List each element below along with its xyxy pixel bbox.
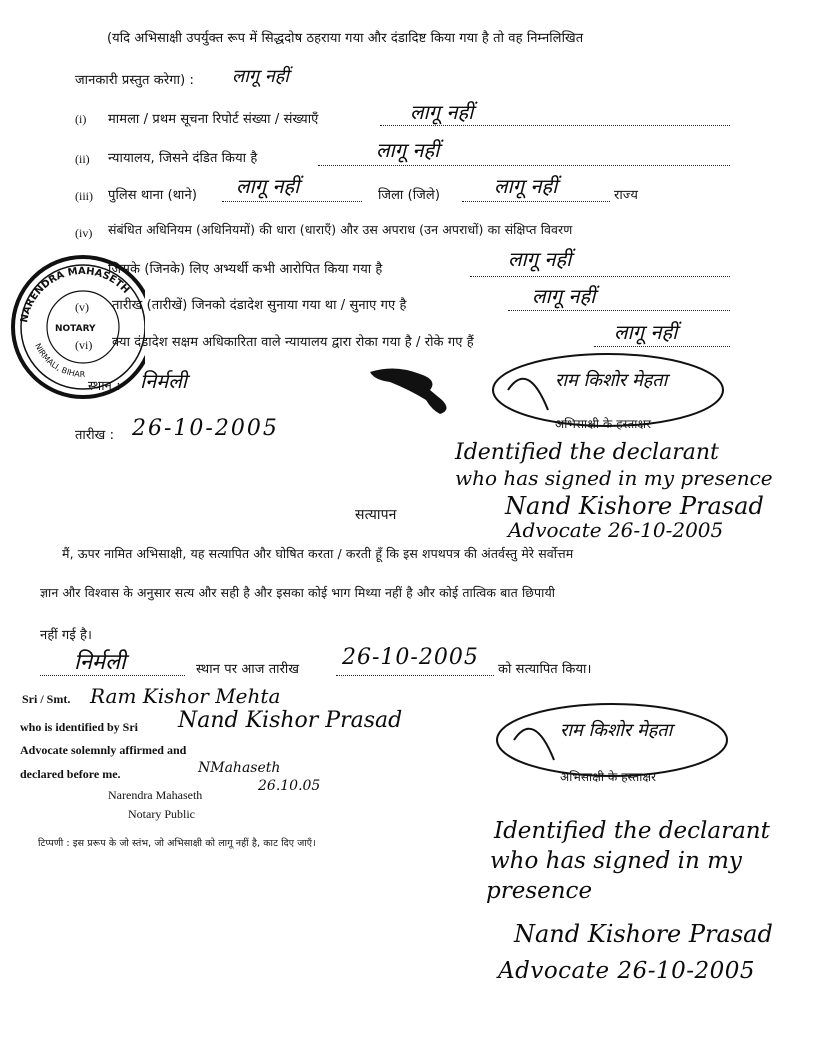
identify-line-4: Advocate 26-10-2005 <box>508 518 724 542</box>
verification-mid-text: स्थान पर आज तारीख <box>196 662 300 677</box>
item-handwritten: लागू नहीं <box>410 100 474 124</box>
seal-top-text: NARENDRA MAHASETH <box>18 266 132 324</box>
fill-line <box>336 675 494 676</box>
item-text-2: जिसके (जिनके) लिए अभ्यर्थी कभी आरोपित किया गया है <box>108 262 383 277</box>
verification-end-text: को सत्यापित किया। <box>498 662 592 677</box>
identify-2-line-1: Identified the declarant <box>494 818 770 844</box>
identify-2-line-5: Advocate 26-10-2005 <box>498 958 756 984</box>
signature-caption: अभिसाक्षी के हस्ताक्षर <box>555 417 652 431</box>
seal-mid-text: NOTARY <box>55 324 96 334</box>
item-number: (vi) <box>75 338 93 352</box>
item-handwritten: लागू नहीं <box>614 320 678 344</box>
item-number: (iv) <box>75 226 93 240</box>
item-text: पुलिस थाना (थाने) <box>108 188 198 203</box>
ink-smudge <box>360 360 470 420</box>
notary-line-4: declared before me. <box>20 767 121 781</box>
notary-name-handwritten: Ram Kishor Mehta <box>90 684 281 708</box>
verification-date-handwritten: 26-10-2005 <box>342 645 479 670</box>
fill-line <box>222 201 362 202</box>
verification-line-2: ज्ञान और विश्वास के अनुसार सत्य और सही है और इसका कोई भाग मिथ्या नहीं है और कोई तात्विक बात छिपायी <box>40 585 556 600</box>
item-handwritten: लागू नहीं <box>532 284 596 308</box>
notary-line-3: Advocate solemnly affirmed and <box>20 743 187 757</box>
item-text: तारीख (तारीखें) जिनको दंडादेश सुनाया गया था / सुनाए गए है <box>112 298 407 313</box>
verification-place-handwritten: निर्मली <box>74 650 126 675</box>
item-text: क्या दंडादेश सक्षम अधिकारिता वाले न्यायालय द्वारा रोका गया है / रोके गए हैं <box>112 335 474 350</box>
item-end-text: राज्य <box>614 188 638 203</box>
identify-line-2: who has signed in my presence <box>455 466 773 490</box>
identify-line-1: Identified the declarant <box>455 440 719 465</box>
notary-line-2: who is identified by Sri <box>20 720 139 734</box>
signature-handwritten: राम किशोर मेहता <box>555 370 668 391</box>
identify-line-3: Nand Kishore Prasad <box>505 492 764 520</box>
verification-line-1: मैं, ऊपर नामित अभिसाक्षी, यह सत्यापित और घोषित करता / करती हूँ कि इस शपथपत्र की अंतर्वस्तु मेरे सर्वोत्तम <box>62 546 574 561</box>
item-text: न्यायालय, जिसने दंडित किया है <box>108 151 258 166</box>
signature-2-caption: अभिसाक्षी के हस्ताक्षर <box>560 770 657 784</box>
notary-line-1: Sri / Smt. <box>22 692 71 706</box>
date-label: तारीख : <box>75 428 115 443</box>
item-number: (v) <box>75 300 89 314</box>
item-mid-text: जिला (जिले) <box>378 188 440 203</box>
item-handwritten: लागू नहीं <box>508 247 572 271</box>
item-handwritten: लागू नहीं <box>236 174 300 198</box>
item-handwritten-2: लागू नहीं <box>494 174 558 198</box>
footnote: टिप्पणी : इस प्ररूप के जो स्तंभ, जो अभिसाक्षी को लागू नहीं है, काट दिए जाएँ। <box>38 838 316 849</box>
item-handwritten: लागू नहीं <box>376 138 440 162</box>
place-label: स्थान : <box>88 379 121 394</box>
verification-title: सत्यापन <box>355 507 397 523</box>
place-handwritten: निर्मली <box>140 369 187 393</box>
seal-bottom-text: NIRMALI, BIHAR <box>33 341 86 379</box>
fill-line <box>462 201 610 202</box>
item-text: संबंधित अधिनियम (अधिनियमों) की धारा (धाराएँ) और उस अपराध (उन अपराधों) का संक्षिप्त विवरण <box>108 222 573 237</box>
notary-by-handwritten: Nand Kishor Prasad <box>178 708 403 733</box>
fill-line <box>380 125 730 126</box>
identify-2-line-2: who has signed in my <box>490 848 742 874</box>
intro-line-1: (यदि अभिसाक्षी उपर्युक्त रूप में सिद्धदोष ठहराया गया और दंडादिष्ट किया गया है तो वह निम्नलिखित <box>107 31 584 46</box>
item-text: मामला / प्रथम सूचना रिपोर्ट संख्या / संख्याएँ <box>108 112 319 127</box>
fill-line <box>508 310 730 311</box>
fill-line <box>318 165 730 166</box>
signature-2-handwritten: राम किशोर मेहता <box>560 720 673 741</box>
notary-name: Narendra Mahaseth <box>108 788 203 802</box>
notary-seal <box>5 235 145 405</box>
item-number: (iii) <box>75 189 93 203</box>
intro-line-2: जानकारी प्रस्तुत करेगा) : <box>75 73 194 88</box>
intro-handwritten: लागू नहीं <box>232 66 289 87</box>
item-number: (ii) <box>75 152 90 166</box>
date-handwritten: 26-10-2005 <box>132 416 279 441</box>
item-number: (i) <box>75 112 87 126</box>
identify-2-line-4: Nand Kishore Prasad <box>514 920 773 948</box>
notary-date-handwritten: 26.10.05 <box>258 778 321 794</box>
fill-line <box>470 276 730 277</box>
fill-line <box>594 346 730 347</box>
notary-signature: NMahaseth <box>198 760 281 776</box>
identify-2-line-3: presence <box>486 878 593 904</box>
verification-line-3: नहीं गई है। <box>40 628 93 643</box>
notary-title: Notary Public <box>128 807 195 821</box>
